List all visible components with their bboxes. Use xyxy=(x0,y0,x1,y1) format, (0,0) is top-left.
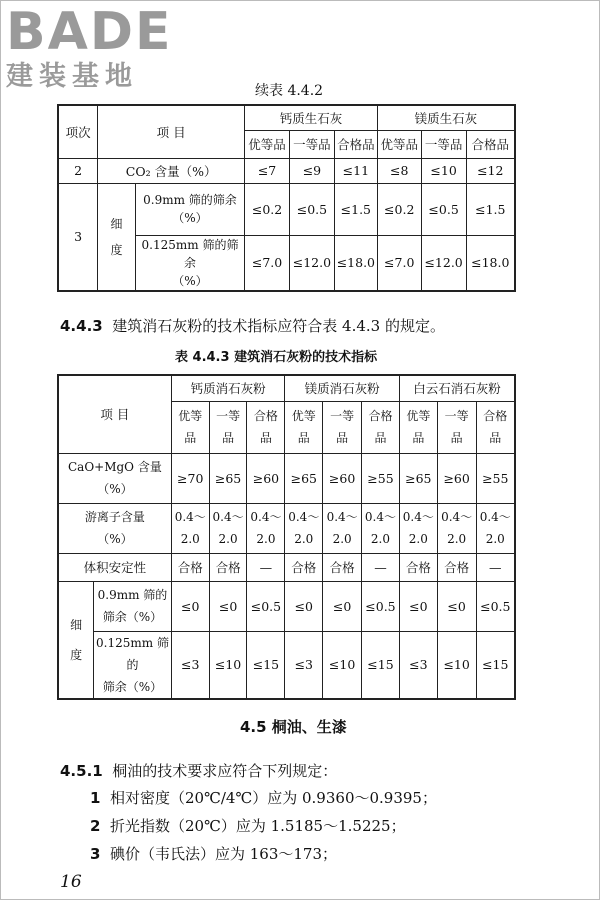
grade-header: 一等品 xyxy=(289,130,334,158)
header-group2: 镁质生石灰 xyxy=(377,105,515,130)
table1-caption: 续表 4.4.2 xyxy=(255,83,324,99)
grade-header: 一等 品 xyxy=(437,401,476,453)
cell: ≤0 xyxy=(285,581,323,631)
cell: — xyxy=(362,553,400,581)
cell: ≤0.2 xyxy=(377,183,421,235)
row-label: CO₂ 含量（%） xyxy=(98,158,245,183)
cell: ≤12.0 xyxy=(289,235,334,291)
cell: 合格 xyxy=(323,553,362,581)
cell: ≤0 xyxy=(209,581,247,631)
grade-header: 一等 品 xyxy=(323,401,362,453)
cell: ≤10 xyxy=(437,631,476,699)
cell: ≤3 xyxy=(285,631,323,699)
header-group1: 钙质消石灰粉 xyxy=(171,375,285,401)
cell: ≥60 xyxy=(247,453,285,503)
cell: 合格 xyxy=(209,553,247,581)
section-4-5-title: 4.5 桐油、生漆 xyxy=(240,718,347,736)
grade-header: 一等 品 xyxy=(209,401,247,453)
grade-header: 优等品 xyxy=(377,130,421,158)
cell: ≤7.0 xyxy=(377,235,421,291)
brand-logo xyxy=(6,4,173,92)
row-label: CaO+MgO 含量 （%） xyxy=(58,453,171,503)
clause-number: 4.5.1 xyxy=(60,762,103,780)
cell: 0.4～ 2.0 xyxy=(247,503,285,553)
grade-header: 合格品 xyxy=(334,130,377,158)
cell: ≤9 xyxy=(289,158,334,183)
clause-4-4-3 xyxy=(60,315,445,336)
list-item-text: 相对密度（20℃/4℃）应为 0.9360～0.9395； xyxy=(109,789,437,807)
fineness-label: 细 度 xyxy=(98,183,136,291)
list-item-number: 2 xyxy=(90,817,101,835)
cell: ≤10 xyxy=(421,158,466,183)
cell: ≤0 xyxy=(323,581,362,631)
cell: ≤0.5 xyxy=(476,581,515,631)
cell: 0.4～ 2.0 xyxy=(285,503,323,553)
cell: ≥65 xyxy=(209,453,247,503)
cell: ≤0 xyxy=(399,581,437,631)
clause-text: 建筑消石灰粉的技术指标应符合表 4.4.3 的规定。 xyxy=(112,317,445,335)
table-4-4-3 xyxy=(57,374,516,700)
table2-caption: 表 4.4.3 建筑消石灰粉的技术指标 xyxy=(175,350,378,365)
grade-header: 合格品 xyxy=(466,130,515,158)
list-item-text: 碘价（韦氏法）应为 163～173； xyxy=(109,845,338,863)
logo-subtitle: 建装基地 xyxy=(6,61,138,92)
cell: ≤18.0 xyxy=(466,235,515,291)
cell: ≤0.2 xyxy=(245,183,290,235)
cell: ≤7 xyxy=(245,158,290,183)
fineness-label: 细 度 xyxy=(58,581,94,699)
cell: ≥55 xyxy=(476,453,515,503)
cell: 合格 xyxy=(437,553,476,581)
grade-header: 优等品 xyxy=(245,130,290,158)
grade-header: 一等品 xyxy=(421,130,466,158)
header-group3: 白云石消石灰粉 xyxy=(399,375,515,401)
cell: ≤3 xyxy=(171,631,209,699)
cell: ≤11 xyxy=(334,158,377,183)
clause-number: 4.4.3 xyxy=(60,317,103,335)
list-item xyxy=(90,815,406,836)
cell: ≤0.5 xyxy=(421,183,466,235)
row-label: 体积安定性 xyxy=(58,553,171,581)
cell: ≥65 xyxy=(399,453,437,503)
header-group1: 钙质生石灰 xyxy=(245,105,378,130)
list-item-text: 折光指数（20℃）应为 1.5185～1.5225； xyxy=(109,817,406,835)
cell: ≤0.5 xyxy=(362,581,400,631)
cell: ≥70 xyxy=(171,453,209,503)
cell: ≤8 xyxy=(377,158,421,183)
logo-text: BADE xyxy=(6,2,173,62)
grade-header: 合格 品 xyxy=(476,401,515,453)
cell: 0.4～ 2.0 xyxy=(362,503,400,553)
cell: ≤15 xyxy=(247,631,285,699)
cell: ≤15 xyxy=(362,631,400,699)
header-group2: 镁质消石灰粉 xyxy=(285,375,400,401)
row-label: 0.125mm 筛的 筛余（%） xyxy=(94,631,172,699)
table-4-4-2-continued xyxy=(57,104,516,292)
grade-header: 合格 品 xyxy=(362,401,400,453)
list-item xyxy=(90,787,437,808)
header-item: 项 目 xyxy=(58,375,171,453)
cell: ≤10 xyxy=(209,631,247,699)
cell: 0.4～ 2.0 xyxy=(171,503,209,553)
cell: ≤12.0 xyxy=(421,235,466,291)
cell: ≤7.0 xyxy=(245,235,290,291)
header-no: 项次 xyxy=(58,105,98,158)
grade-header: 优等 品 xyxy=(399,401,437,453)
cell: 合格 xyxy=(285,553,323,581)
cell: 0.4～ 2.0 xyxy=(437,503,476,553)
row-label: 0.125mm 筛的筛余 （%） xyxy=(135,235,244,291)
cell: ≥60 xyxy=(323,453,362,503)
cell: ≤0.5 xyxy=(247,581,285,631)
cell: ≤3 xyxy=(399,631,437,699)
grade-header: 优等 品 xyxy=(285,401,323,453)
row-label: 游离子含量 （%） xyxy=(58,503,171,553)
cell: ≤10 xyxy=(323,631,362,699)
header-item: 项 目 xyxy=(98,105,245,158)
grade-header: 优等 品 xyxy=(171,401,209,453)
cell: ≥65 xyxy=(285,453,323,503)
cell: 合格 xyxy=(171,553,209,581)
cell: 0.4～ 2.0 xyxy=(209,503,247,553)
cell: ≥60 xyxy=(437,453,476,503)
cell: ≤1.5 xyxy=(466,183,515,235)
cell: ≤0 xyxy=(437,581,476,631)
cell: 0.4～ 2.0 xyxy=(476,503,515,553)
cell: ≥55 xyxy=(362,453,400,503)
clause-text: 桐油的技术要求应符合下列规定： xyxy=(112,762,338,780)
cell: — xyxy=(476,553,515,581)
row-label: 0.9mm 筛的筛余 （%） xyxy=(135,183,244,235)
list-item xyxy=(90,843,337,864)
row-label: 0.9mm 筛的 筛余（%） xyxy=(94,581,172,631)
cell: ≤12 xyxy=(466,158,515,183)
cell: ≤18.0 xyxy=(334,235,377,291)
cell: 0.4～ 2.0 xyxy=(399,503,437,553)
cell: ≤1.5 xyxy=(334,183,377,235)
list-item-number: 3 xyxy=(90,845,101,863)
cell: ≤0.5 xyxy=(289,183,334,235)
grade-header: 合格 品 xyxy=(247,401,285,453)
page-number: 16 xyxy=(60,872,82,892)
cell: ≤15 xyxy=(476,631,515,699)
list-item-number: 1 xyxy=(90,789,101,807)
clause-4-5-1 xyxy=(60,760,337,781)
row-no: 2 xyxy=(58,158,98,183)
cell: 合格 xyxy=(399,553,437,581)
cell: — xyxy=(247,553,285,581)
row-no: 3 xyxy=(58,183,98,291)
cell: ≤0 xyxy=(171,581,209,631)
cell: 0.4～ 2.0 xyxy=(323,503,362,553)
